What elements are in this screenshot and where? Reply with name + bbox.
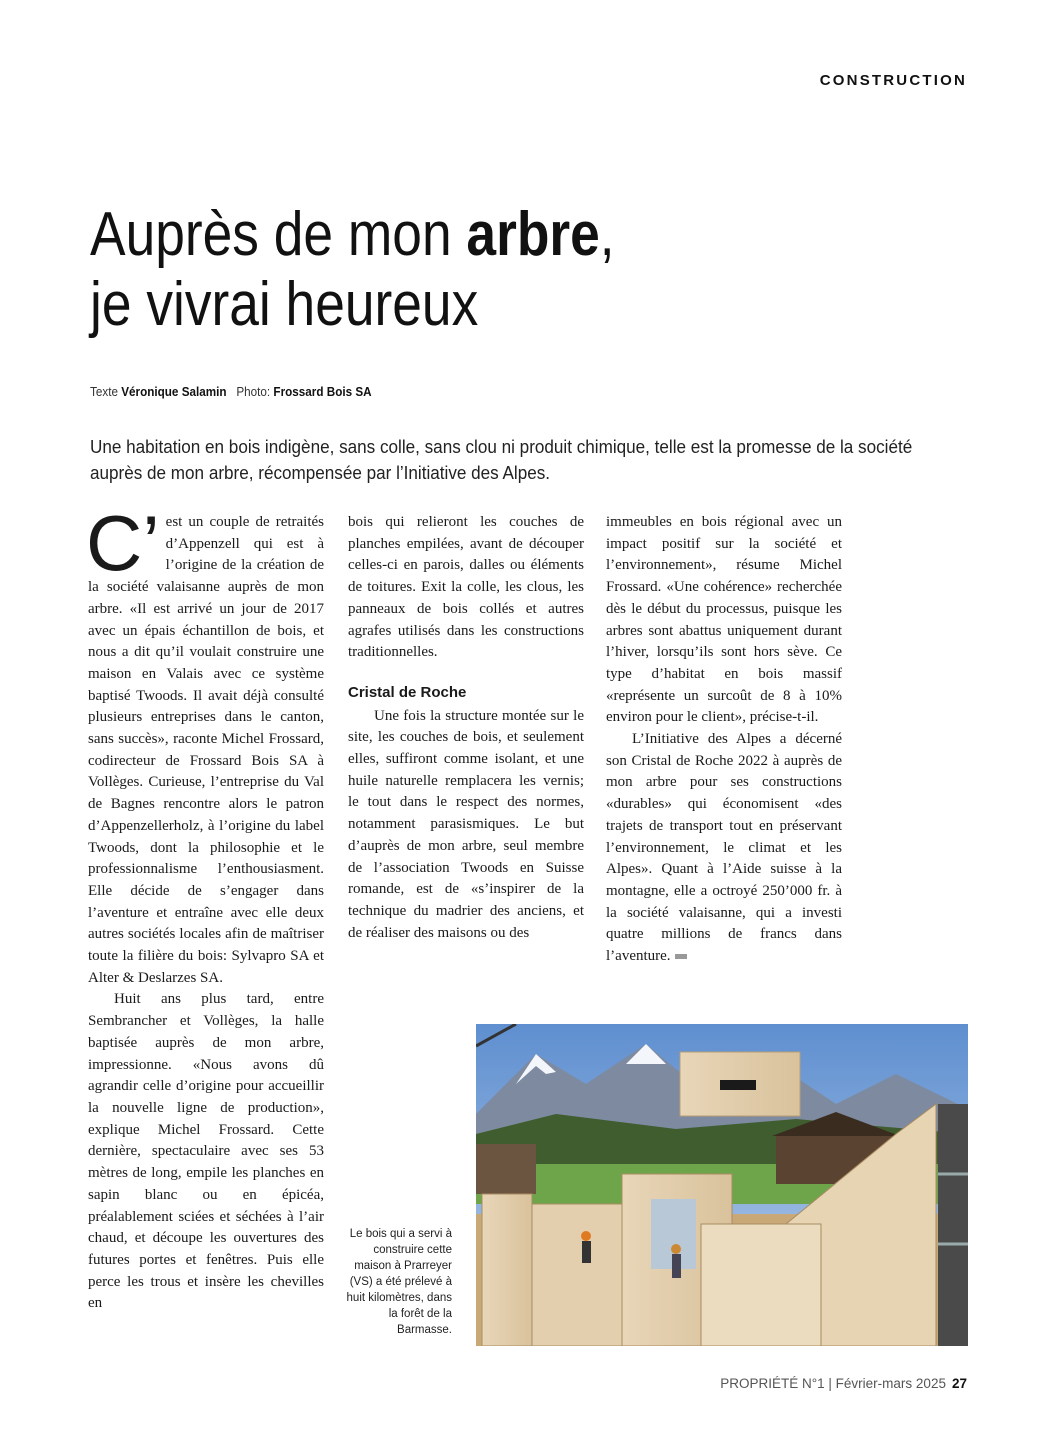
text-label: Texte — [90, 384, 118, 399]
paragraph — [606, 729, 842, 968]
headline-line2: je vivrai heureux — [90, 270, 479, 339]
construction-photo — [476, 1024, 968, 1346]
byline — [90, 384, 372, 399]
lead-paragraph: Une habitation en bois indigène, sans colle, sans clou ni produit chimique, telle est la promesse de la société auprès de mon arbre, récompensée par l’Initiative des Alpes. — [90, 437, 913, 483]
page-footer — [720, 1376, 967, 1391]
photographer-name: Frossard Bois SA — [273, 384, 372, 399]
paragraph-text: L’Initiative des Alpes a décerné son Cristal de Roche 2022 à auprès de mon arbre pour ses constructions «durables» qui économisent «des trajets de transport tout en préservant l’environnement, le climat et les Alpes». Quant à l’Aide suisse à la montagne, elle a octroyé 250’000 fr. à la société valaisanne, qui a investi quatre millions de francs dans l’aventure. — [606, 731, 842, 965]
photo-label: Photo: — [236, 384, 271, 399]
magazine-issue: PROPRIÉTÉ N°1 | Février-mars 2025 — [720, 1376, 946, 1391]
paragraph: immeubles en bois régional avec un impact positif sur la société et l’environnement», résume Michel Frossard. «Une cohérence» recherchée dès le début du processus, puisque les arbres sont abattus uniquement durant l’hiver, lorsqu’ils sont hors sève. Ce type d’habitat en bois massif «représente un surcoût de 8 à 10% environ pour le client», précise-t-il. — [606, 514, 842, 726]
column-1 — [86, 499, 324, 1315]
paragraph: bois qui relieront les couches de planches empilées, avant de découper celles-ci en parois, dalles ou éléments de toitures. Exit la colle, les clous, les panneaux de bois collés et autres agrafes utilisés dans les constructions traditionnelles. — [348, 514, 584, 661]
paragraph-text: est un couple de retraités d’Appenzell qui est à l’origine de la création de la société valaisanne auprès de mon arbre. «Il est arrivé un jour de 2017 avec un épais échantillon de bois, et nous a dit qu’il voulait construire une maison en Valais avec ce système baptisé Twoods. Il avait déjà consulté plusieurs entreprises dans le canton, sans succès», raconte Michel Frossard, codirecteur de Frossard Bois SA à Vollèges. Curieuse, l’entreprise du Val de Bagnes rencontre alors le patron d’Appenzellerholz, à l’origine du label Twoods, dont la philosophie et le professionnalisme l’enthousiasment. Elle décide de s’engager dans l’aventure et entraîne avec elle deux autres sociétés locales afin de maîtriser toute la filière du bois: Sylvapro SA et Alter & Deslarzes SA. — [88, 514, 324, 986]
paragraph: Huit ans plus tard, entre Sembrancher et Vollèges, la halle baptisée auprès de mon arbre, impressionne. «Nous avons dû agrandir celle d’origine pour accueillir la nouvelle ligne de production», explique Michel Frossard. Cette dernière, spectaculaire avec ses 53 mètres de long, empile les planches en sapin blanc ou en épicéa, préalablement sciées et séchées à l’air chaud, et découpe les ouvertures des futures portes et fenêtres. Puis elle perce les trous et insère les chevilles en — [88, 991, 324, 1312]
author-name: Véronique Salamin — [121, 384, 227, 399]
photo-caption: Le bois qui a servi à construire cette maison à Prarreyer (VS) a été prélevé à huit kilomètres, dans la forêt de la Barmasse. — [346, 1228, 452, 1336]
paragraph: Une fois la structure montée sur le site, les couches de bois, et seulement elles, suffiront comme isolant, et une huile naturelle remplacera les vernis; le tout dans le respect des normes, notamment parasismiques. Le but d’auprès de mon arbre, seul membre de l’association Twoods en Suisse romande, est de «s’inspirer de la technique du madrier des anciens, et de réaliser des maisons ou des — [348, 707, 584, 941]
subheading: Cristal de Roche — [348, 683, 467, 701]
headline-line1-start: Auprès de mon — [90, 200, 467, 269]
headline-bold-word: arbre — [466, 200, 600, 269]
column-3 — [606, 512, 842, 968]
dropcap: C’ — [86, 499, 160, 587]
end-of-article-mark — [675, 954, 687, 959]
headline-comma: , — [599, 200, 615, 269]
section-label: CONSTRUCTION — [819, 72, 967, 89]
column-2 — [348, 512, 584, 944]
page-number: 27 — [951, 1376, 967, 1391]
article-headline — [90, 200, 847, 340]
paragraph — [86, 499, 324, 989]
